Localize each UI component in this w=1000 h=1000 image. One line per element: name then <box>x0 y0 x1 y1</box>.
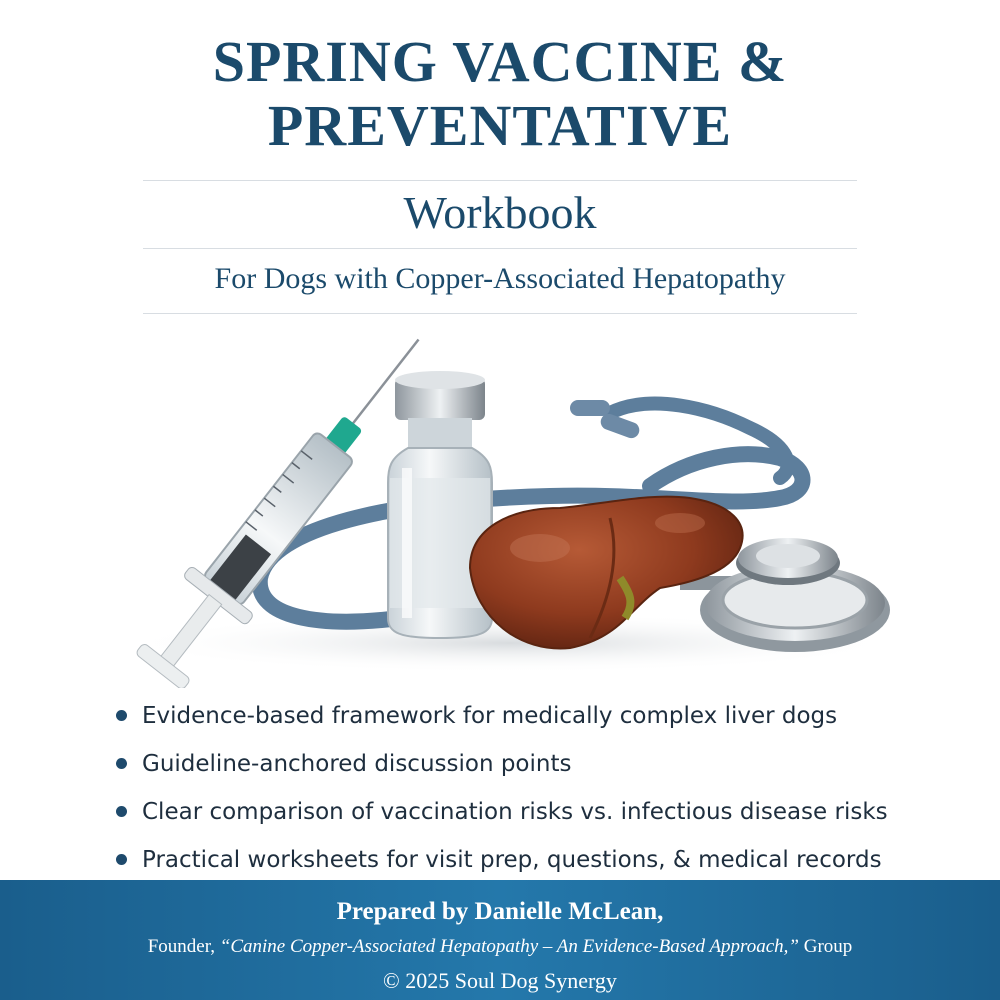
list-item <box>116 792 888 840</box>
founder-line <box>0 936 1000 958</box>
list-item-text: Evidence-based framework for medically complex liver dogs <box>142 703 838 729</box>
footer-band <box>0 880 1000 1000</box>
copyright: © 2025 Soul Dog Synergy <box>383 968 617 993</box>
divider-top <box>143 180 857 181</box>
title-line-2: PREVENTATIVE <box>267 93 733 158</box>
founder-suffix: Group <box>798 936 853 957</box>
bullet-icon <box>116 854 127 865</box>
list-item-text: Guideline-anchored discussion points <box>142 751 572 777</box>
page-title <box>0 30 1000 158</box>
vaccine-vial-icon <box>388 371 492 638</box>
subtitle: Workbook <box>403 187 597 238</box>
list-item <box>116 696 888 744</box>
bullet-icon <box>116 806 127 817</box>
title-line-1: SPRING VACCINE & <box>212 29 788 94</box>
bullet-icon <box>116 710 127 721</box>
feature-list <box>116 696 888 888</box>
list-item-text: Clear comparison of vaccination risks vs. infectious disease risks <box>142 799 888 825</box>
group-name: “Canine Copper-Associated Hepatopathy – An Evidence-Based Approach,” <box>219 936 799 957</box>
list-item <box>116 744 888 792</box>
divider-middle <box>143 248 857 249</box>
tagline: For Dogs with Copper-Associated Hepatopathy <box>214 262 786 295</box>
divider-bottom <box>143 313 857 314</box>
bullet-icon <box>116 758 127 769</box>
list-item-text: Practical worksheets for visit prep, questions, & medical records <box>142 847 882 873</box>
medical-illustration <box>90 318 910 688</box>
founder-prefix: Founder, <box>147 936 220 957</box>
prepared-by: Prepared by Danielle McLean, <box>336 898 664 925</box>
